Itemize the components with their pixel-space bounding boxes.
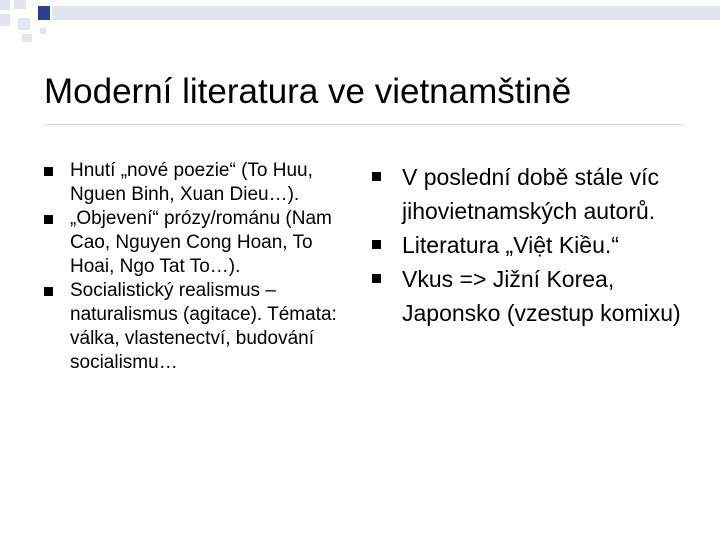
list-item-text: Literatura „Việt Kiều.“ bbox=[402, 232, 619, 258]
list-item-text: Socialistický realismus – naturalismus (agitace). Témata: válka, vlastenectví, budování socialismu… bbox=[70, 280, 337, 373]
right-bullet-list bbox=[372, 160, 682, 330]
list-item bbox=[44, 279, 344, 375]
square-bullet-icon bbox=[372, 172, 381, 181]
list-item-text: Vkus => Jižní Korea, Japonsko (vzestup komixu) bbox=[402, 266, 681, 326]
list-item bbox=[372, 160, 682, 228]
corner-decoration bbox=[0, 0, 720, 60]
list-item bbox=[44, 159, 344, 207]
square-bullet-icon bbox=[372, 274, 381, 283]
square-bullet-icon bbox=[372, 240, 381, 249]
list-item-text: „Objevení“ prózy/románu (Nam Cao, Nguyen Cong Hoan, To Hoai, Ngo Tat To…). bbox=[70, 208, 332, 277]
slide-title: Moderní literatura ve vietnamštině bbox=[44, 72, 572, 111]
list-item-text: V poslední době stále víc jihovietnamských autorů. bbox=[402, 164, 659, 224]
list-item bbox=[44, 207, 344, 279]
square-bullet-icon bbox=[44, 215, 53, 224]
left-bullet-list bbox=[44, 159, 344, 375]
title-divider bbox=[44, 124, 684, 125]
square-bullet-icon bbox=[44, 167, 53, 176]
square-bullet-icon bbox=[44, 287, 53, 296]
list-item bbox=[372, 262, 682, 330]
list-item bbox=[372, 228, 682, 262]
list-item-text: Hnutí „nové poezie“ (To Huu, Nguen Binh, Xuan Dieu…). bbox=[70, 160, 313, 205]
